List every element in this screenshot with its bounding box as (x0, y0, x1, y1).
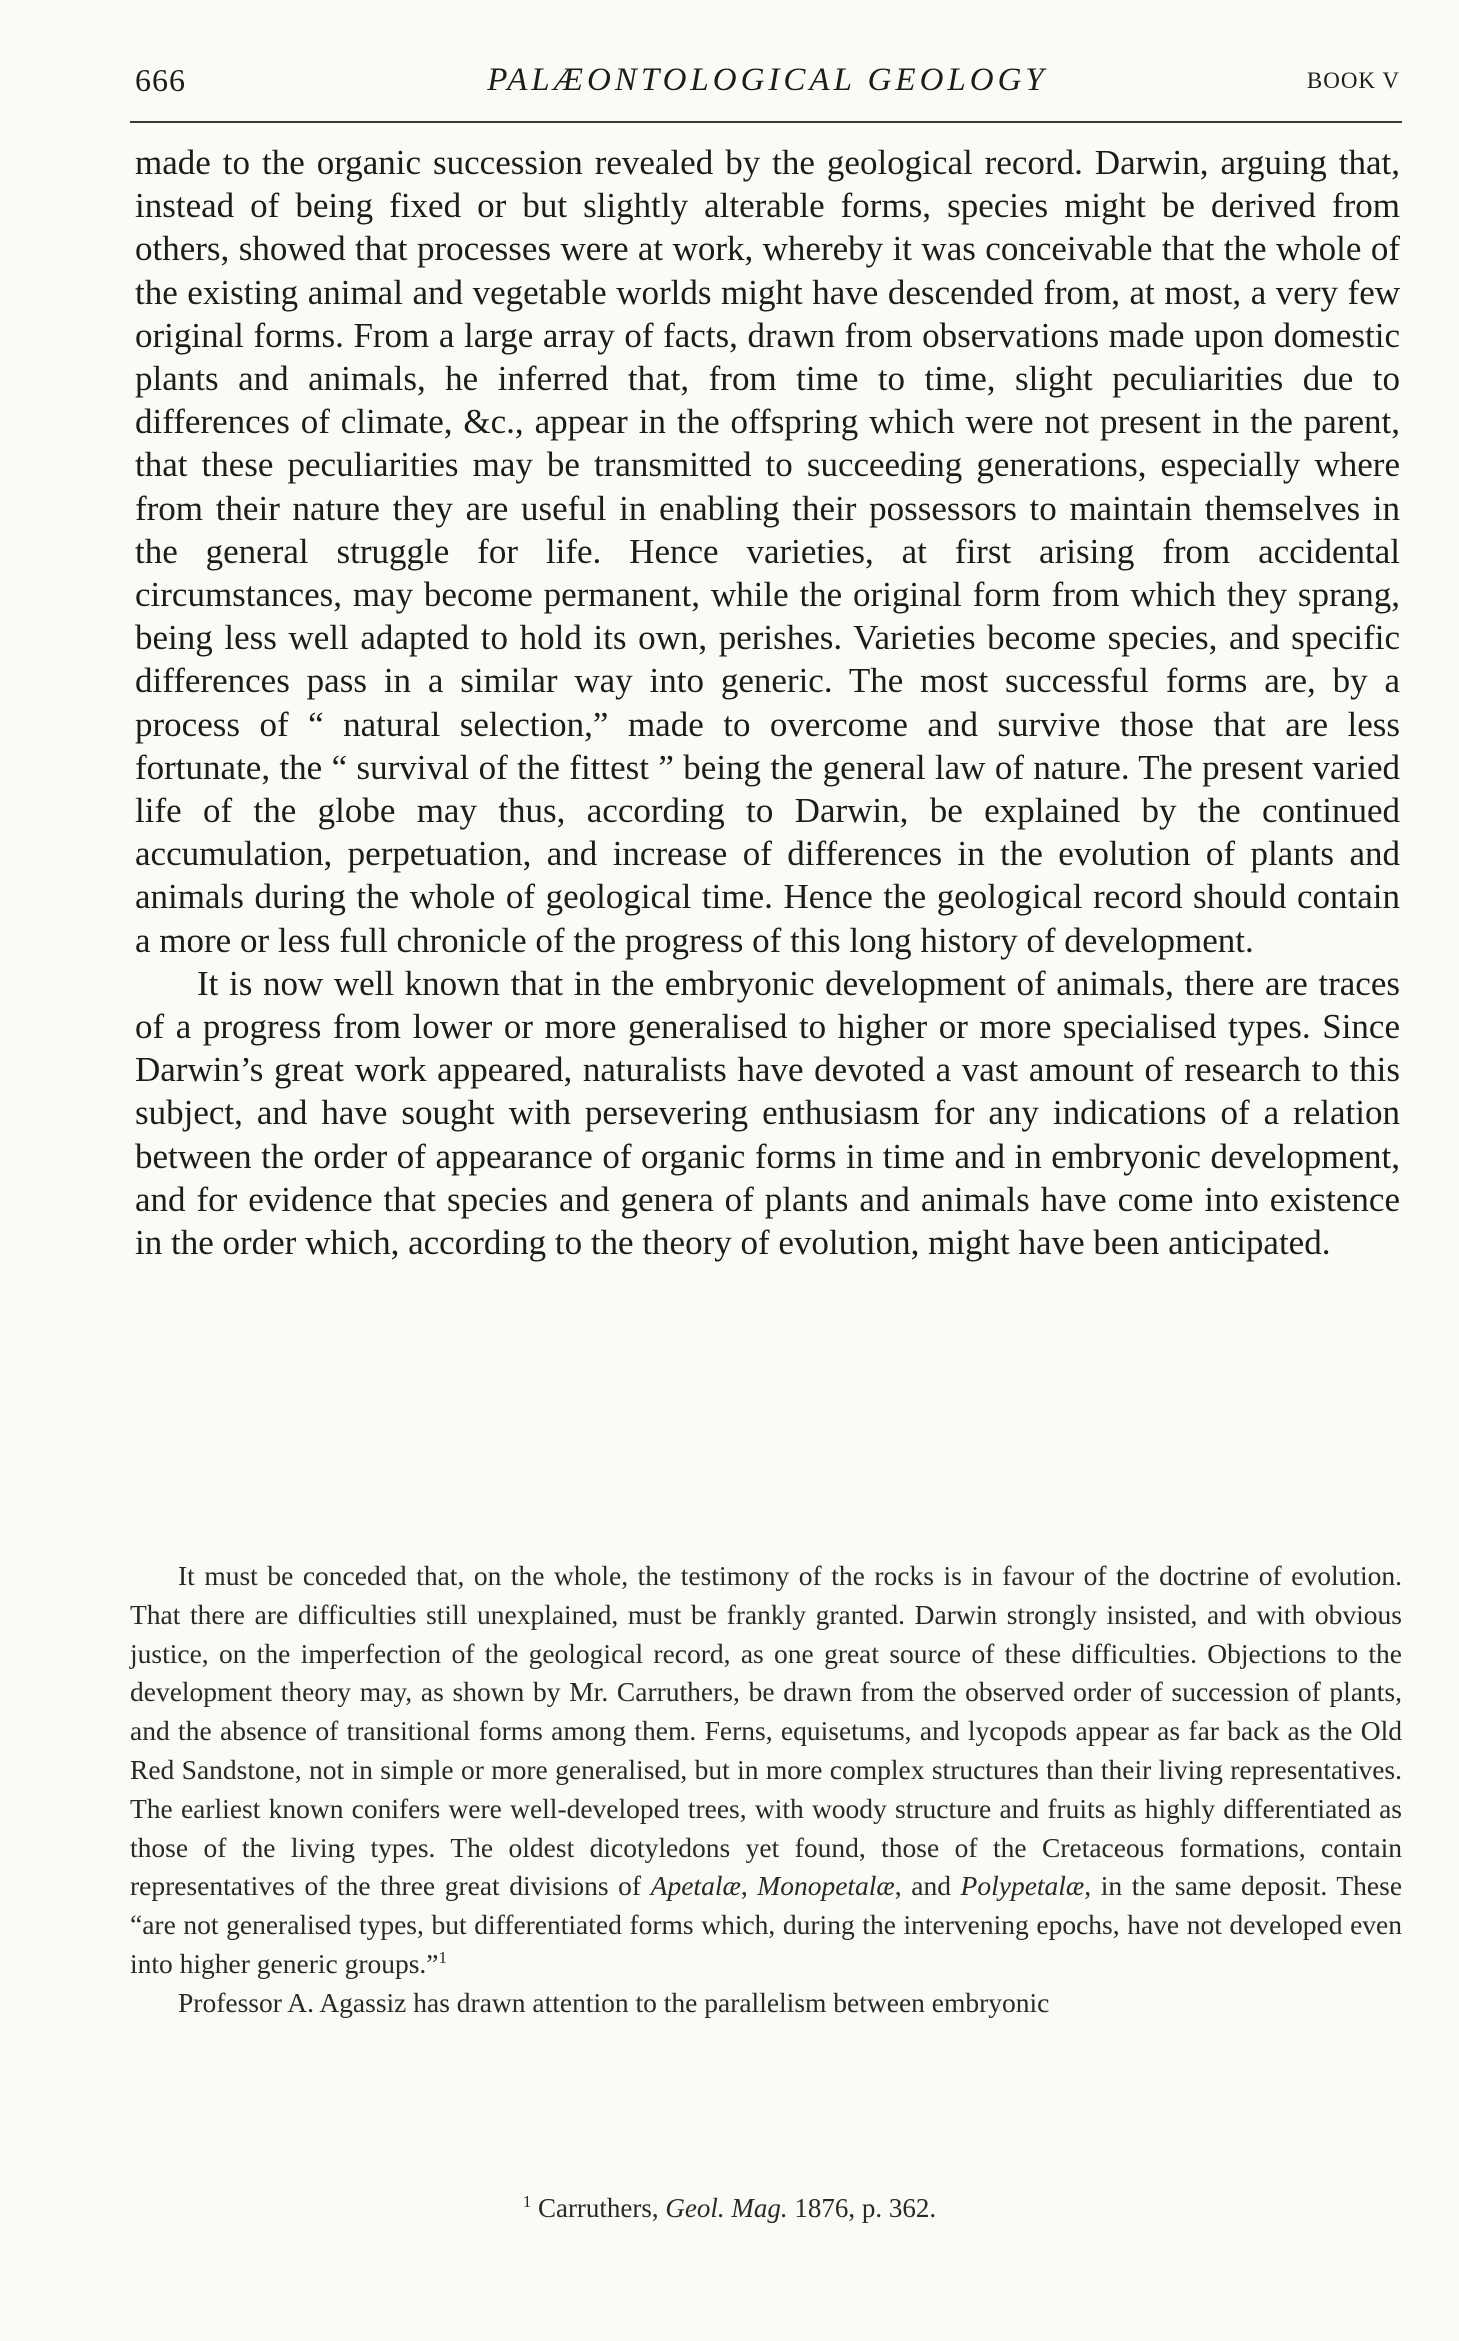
separator: , (740, 1870, 748, 1902)
page-number: 666 (135, 62, 186, 98)
footnote-reference: 1 (438, 1947, 448, 1967)
footnote-rule (130, 2178, 1402, 2179)
taxon-apetalae: Apetalæ (650, 1870, 741, 1902)
body-paragraph-2: It is now well known that in the embryonic development of animals, there are traces of a progress from lower or more generalised to higher or more specialised types. Since Darwin’s great work appeared, naturalists have devoted a vast amount of research to this subject, and have sought with persevering enthusiasm for any indications of a relation between the order of appearance of organic forms in time and in embryonic development, and for evidence that species and genera of plants and animals have come into existence in the order which, according to the theory of evolution, might have been anticipated. (135, 963, 1400, 1263)
small-paragraph-1-text: It must be conceded that, on the whole, the testimony of the rocks is in favour of the doctrine of evolution. That there are difficulties still unexplained, must be frankly granted. Darwin strongly insisted, and with obvious justice, on the imperfection of the geological record, as one great source of these difficulties. Objections to the development theory may, as shown by Mr. Carruthers, be drawn from the observed order of succession of plants, and the absence of transitional forms among them. Ferns, equisetums, and lycopods appear as far back as the Old Red Sandstone, not in simple or more generalised, but in more complex structures than their living representatives. The earliest known conifers were well-developed trees, with woody structure and fruits as highly differentiated as those of the living types. The oldest dicotyledons yet found, those of the Cretaceous formations, contain representatives of the three great divisions of (130, 1560, 1402, 1902)
footnote-citation: 1876, p. 362. (794, 2193, 937, 2223)
running-title: PALÆONTOLOGICAL GEOLOGY (487, 62, 1048, 98)
body-paragraph-1: made to the organic succession revealed by the geological record. Darwin, arguing that, instead of being fixed or but slightly alterable forms, species might be derived from others, showed that processes were at work, whereby it was conceivable that the whole of the existing animal and vegetable worlds might have descended from, at most, a very few original forms. From a large array of facts, drawn from observations made upon domestic plants and animals, he inferred that, from time to time, slight peculiarities due to differences of climate, &c., appear in the offspring which were not present in the parent, that these peculiarities may be transmitted to succeeding generations, especially where from their nature they are useful in enabling their possessors to maintain themselves in the general struggle for life. Hence varieties, at first arising from accidental circumstances, may become permanent, while the original form from which they sprang, being less well adapted to hold its own, perishes. Varieties become species, and specific differences pass in a similar way into generic. The most successful forms are, by a process of “ natural selection,” made to overcome and survive those that are less fortunate, the “ survival of the fittest ” being the general law of nature. The present varied life of the globe may thus, according to Darwin, be explained by the continued accumulation, perpetuation, and increase of differences in the evolution of plants and animals during the whole of geological time. Hence the geological record should contain a more or less full chronicle of the progress of this long history of development. (135, 143, 1400, 960)
separator: , and (894, 1870, 951, 1902)
footnote-journal: Geol. Mag. (665, 2193, 788, 2223)
small-paragraph-1 (130, 1557, 1402, 1984)
taxon-monopetalae: Monopetalæ (757, 1870, 895, 1902)
small-print-section (130, 1557, 1402, 2023)
small-paragraph-1-continuation: , in the same deposit. These “are not generalised types, but differentiated forms which, during the intervening epochs, have not developed even into higher generic groups.” (130, 1870, 1403, 1979)
footnote (0, 2193, 1459, 2224)
header-rule (130, 121, 1402, 123)
book-label: BOOK V (1306, 68, 1400, 93)
main-text (135, 141, 1400, 1264)
footnote-author: Carruthers, (537, 2193, 659, 2223)
small-paragraph-2: Professor A. Agassiz has drawn attention to the parallelism between embryonic (178, 1986, 1050, 2018)
taxon-polypetalae: Polypetalæ (960, 1870, 1085, 1902)
running-head (135, 62, 1400, 106)
footnote-marker: 1 (522, 2192, 532, 2211)
